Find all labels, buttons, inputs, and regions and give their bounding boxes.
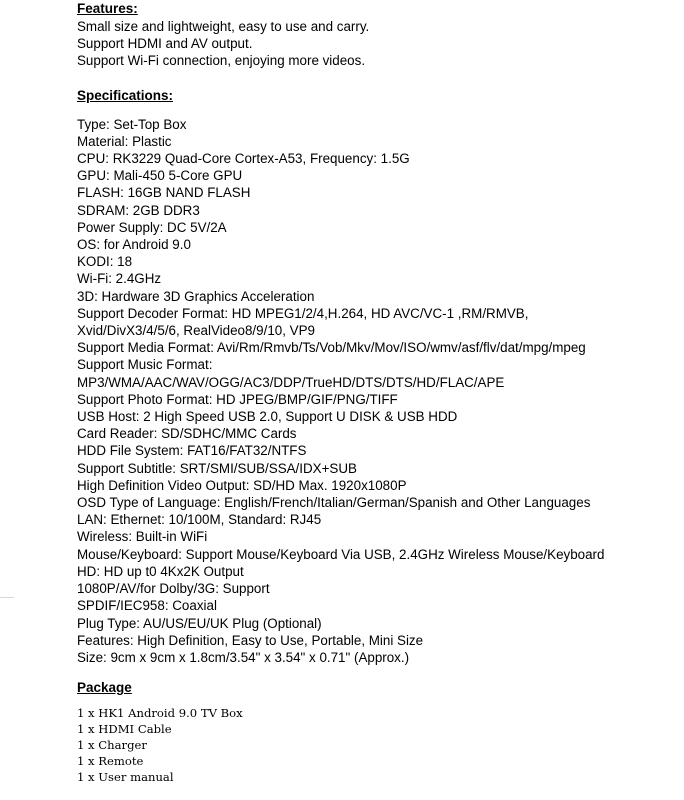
spec-item: Support Subtitle: SRT/SMI/SUB/SSA/IDX+SUB <box>77 460 357 476</box>
specifications-section <box>77 87 677 667</box>
spec-item: Features: High Definition, Easy to Use, Portable, Mini Size <box>77 632 424 648</box>
spec-item: Support Media Format: Avi/Rm/Rmvb/Ts/Vob/Mkv/Mov/ISO/wmv/asf/flv/dat/mpg/mpeg <box>77 340 586 356</box>
spec-item: CPU: RK3229 Quad-Core Cortex-A53, Frequency: 1.5G <box>77 151 410 167</box>
package-item: 1 x User manual <box>77 770 174 785</box>
spec-item: OS: for Android 9.0 <box>77 237 191 253</box>
spec-item: Xvid/DivX3/4/5/6, RealVideo8/9/10, VP9 <box>77 323 315 339</box>
feature-item: Support HDMI and AV output. <box>77 36 253 52</box>
package-list <box>77 705 677 785</box>
specifications-heading: Specifications: <box>77 87 174 103</box>
spec-item: Power Supply: DC 5V/2A <box>77 219 227 235</box>
spec-item: Support Music Format: <box>77 357 213 373</box>
features-heading: Features: <box>77 1 138 16</box>
spec-item: SPDIF/IEC958: Coaxial <box>77 598 217 614</box>
spec-item: Type: Set-Top Box <box>77 116 187 132</box>
package-item: 1 x Remote <box>77 754 144 769</box>
spec-item: OSD Type of Language: English/French/Italian/German/Spanish and Other Languages <box>77 495 591 511</box>
spec-item: High Definition Video Output: SD/HD Max. 1920x1080P <box>77 477 407 493</box>
spec-item: Card Reader: SD/SDHC/MMC Cards <box>77 426 297 442</box>
spec-item: SDRAM: 2GB DDR3 <box>77 202 200 218</box>
package-item: 1 x HK1 Android 9.0 TV Box <box>77 706 243 721</box>
spec-item: USB Host: 2 High Speed USB 2.0, Support U DISK & USB HDD <box>77 409 458 425</box>
spec-item: LAN: Ethernet: 10/100M, Standard: RJ45 <box>77 512 322 528</box>
spec-item: Mouse/Keyboard: Support Mouse/Keyboard Via USB, 2.4GHz Wireless Mouse/Keyboard <box>77 546 605 562</box>
spec-item: FLASH: 16GB NAND FLASH <box>77 185 251 201</box>
margin-tick-mark <box>0 597 14 598</box>
spec-item: Wi-Fi: 2.4GHz <box>77 271 162 287</box>
spec-item: GPU: Mali-450 5-Core GPU <box>77 168 243 184</box>
package-item: 1 x Charger <box>77 738 147 753</box>
features-section <box>77 0 677 70</box>
feature-item: Support Wi-Fi connection, enjoying more videos. <box>77 53 366 69</box>
feature-item: Small size and lightweight, easy to use and carry. <box>77 19 370 34</box>
package-heading: Package <box>77 680 132 696</box>
specifications-list <box>77 116 677 667</box>
spec-item: Material: Plastic <box>77 133 172 149</box>
spec-item: Support Decoder Format: HD MPEG1/2/4,H.264, HD AVC/VC-1 ,RM/RMVB, <box>77 305 529 321</box>
spec-item: 3D: Hardware 3D Graphics Acceleration <box>77 288 315 304</box>
spec-item: 1080P/AV/for Dolby/3G: Support <box>77 581 270 597</box>
spec-item: Plug Type: AU/US/EU/UK Plug (Optional) <box>77 615 322 631</box>
product-document <box>77 0 677 785</box>
spec-item: Wireless: Built-in WiFi <box>77 529 208 545</box>
spec-item: Size: 9cm x 9cm x 1.8cm/3.54" x 3.54" x 0.71" (Approx.) <box>77 649 410 665</box>
package-item: 1 x HDMI Cable <box>77 722 172 737</box>
spec-item: HDD File System: FAT16/FAT32/NTFS <box>77 443 307 459</box>
spec-item: Support Photo Format: HD JPEG/BMP/GIF/PNG/TIFF <box>77 391 398 407</box>
spec-item: MP3/WMA/AAC/WAV/OGG/AC3/DDP/TrueHD/DTS/DTS/HD/FLAC/APE <box>77 374 505 390</box>
package-section <box>77 679 677 785</box>
spec-item: HD: HD up t0 4Kx2K Output <box>77 563 244 579</box>
features-list <box>77 18 677 70</box>
spec-item: KODI: 18 <box>77 254 133 270</box>
